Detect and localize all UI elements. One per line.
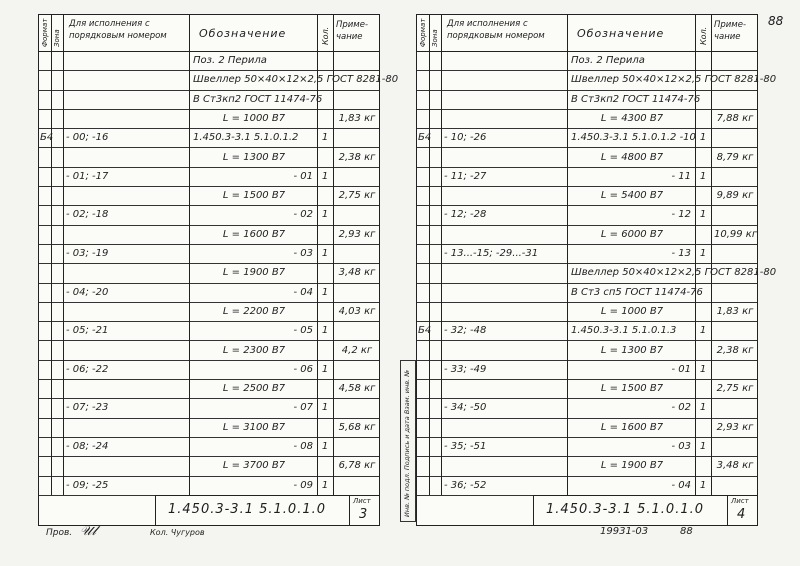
variant-cell: - 07; -23	[66, 402, 109, 414]
table-row	[39, 167, 379, 187]
variant-cell: - 33; -49	[444, 363, 487, 375]
qty-cell: 1	[321, 170, 329, 182]
designation-cell: В Ст3кп2 ГОСТ 11474-76	[571, 93, 701, 105]
qty-cell	[695, 90, 711, 109]
note-cell: 8,79 кг	[716, 151, 754, 163]
table-row	[417, 167, 757, 187]
designation-cell: - 09	[293, 479, 313, 491]
variant-cell: - 08; -24	[66, 441, 109, 452]
note-cell: 2,38 кг	[338, 151, 376, 163]
qty-cell: 1	[699, 325, 707, 337]
designation-cell: L = 1300 В7	[600, 344, 664, 356]
qty-header: Кол.	[321, 26, 330, 45]
sheet-number: 4	[737, 507, 746, 522]
designation-cell: - 03	[293, 248, 313, 259]
qty-cell	[695, 341, 711, 360]
qty-cell	[695, 283, 711, 302]
qty-cell: 1	[321, 248, 329, 259]
qty-cell	[695, 418, 711, 437]
corner-page-number: 88	[768, 14, 784, 28]
qty-cell	[695, 263, 711, 282]
note-cell	[714, 263, 756, 282]
table-row	[417, 109, 757, 129]
note-cell: 4,58 кг	[338, 383, 376, 395]
right-title-block	[533, 495, 758, 526]
note-cell: 4,2 кг	[341, 344, 373, 356]
qty-cell	[317, 148, 333, 167]
qty-cell: 1	[699, 441, 707, 452]
qty-cell	[695, 225, 711, 244]
designation-cell: L = 4300 В7	[600, 112, 664, 124]
designation-cell: L = 3100 В7	[222, 421, 286, 433]
note-cell: 1,83 кг	[716, 305, 754, 317]
variant-cell	[66, 379, 188, 398]
table-row	[417, 186, 757, 206]
table-row	[417, 341, 757, 361]
table-row	[39, 128, 379, 148]
variant-cell: - 10; -26	[444, 132, 487, 144]
designation-cell: L = 1900 В7	[222, 267, 286, 279]
qty-cell	[317, 90, 333, 109]
format-cell: Б4	[40, 132, 54, 144]
note-cell: 3,48 кг	[338, 267, 376, 279]
variant-cell	[444, 283, 566, 302]
variant-cell: - 34; -50	[444, 402, 487, 414]
table-row	[417, 476, 757, 496]
sheet-label: Лист	[353, 497, 371, 505]
note-cell	[336, 167, 378, 186]
designation-cell: В Ст3кп2 ГОСТ 11474-76	[193, 93, 323, 105]
designation-cell: - 13	[671, 248, 691, 259]
qty-cell: 1	[699, 132, 707, 144]
designation-header: Обозначение	[199, 27, 287, 40]
table-row	[39, 321, 379, 341]
doc-code: 1.450.3-3.1 5.1.0.1.0	[168, 502, 327, 517]
qty-cell	[695, 148, 711, 167]
checked-label: Пров.	[46, 528, 73, 538]
note-cell	[714, 205, 756, 224]
format-cell: Б4	[418, 132, 432, 144]
sheet-label: Лист	[731, 497, 749, 505]
variant-cell: - 11; -27	[444, 170, 487, 182]
qty-cell: 1	[699, 209, 707, 221]
qty-cell	[317, 418, 333, 437]
designation-cell: L = 1500 В7	[222, 190, 286, 202]
variant-cell: - 00; -16	[66, 132, 109, 144]
variant-cell	[66, 109, 188, 128]
note-cell	[714, 51, 756, 70]
variant-cell	[444, 456, 566, 475]
variant-header: Для исполнения с порядковым номером	[69, 19, 167, 41]
note-cell	[714, 398, 756, 417]
note-cell: 2,93 кг	[716, 421, 754, 433]
variant-cell	[66, 341, 188, 360]
variant-cell	[444, 51, 566, 70]
designation-cell: - 04	[293, 286, 313, 298]
variant-cell	[444, 109, 566, 128]
variant-cell: - 13...-15; -29...-31	[444, 248, 539, 259]
table-row	[417, 418, 757, 438]
sheet-number-box	[349, 496, 380, 526]
designation-cell: L = 4800 В7	[600, 151, 664, 163]
qty-cell	[695, 379, 711, 398]
table-row	[39, 379, 379, 399]
variant-cell: - 36; -52	[444, 479, 487, 491]
note-cell: 1,83 кг	[338, 112, 376, 124]
qty-cell: 1	[321, 363, 329, 375]
qty-cell	[317, 225, 333, 244]
table-row	[417, 398, 757, 418]
note-cell: 4,03 кг	[338, 305, 376, 317]
left-spec-sheet	[38, 14, 399, 526]
doc-code: 1.450.3-3.1 5.1.0.1.0	[546, 502, 705, 517]
note-cell	[714, 244, 756, 263]
designation-cell: L = 5400 В7	[600, 190, 664, 202]
qty-cell	[695, 70, 711, 89]
note-cell: 6,78 кг	[338, 460, 376, 472]
variant-cell	[66, 186, 188, 205]
variant-cell	[66, 456, 188, 475]
designation-cell: L = 1500 В7	[600, 383, 664, 395]
variant-cell	[444, 148, 566, 167]
left-header	[39, 15, 379, 52]
qty-cell	[695, 186, 711, 205]
variant-cell	[444, 302, 566, 321]
note-cell	[336, 90, 378, 109]
table-row	[417, 90, 757, 110]
note-cell: 2,75 кг	[716, 383, 754, 395]
right-spec-sheet	[416, 14, 777, 526]
designation-cell: L = 1600 В7	[600, 421, 664, 433]
qty-cell: 1	[321, 325, 329, 337]
table-row	[39, 398, 379, 418]
side-margin-text: Инв. № подл. Подпись и дата Взам. инв. №	[403, 370, 411, 517]
table-row	[39, 225, 379, 245]
designation-cell: Швеллер 50×40×12×2,5 ГОСТ 8281-80	[571, 267, 777, 279]
designation-cell: 1.450.3-3.1 5.1.0.1.3	[571, 325, 677, 337]
designation-cell: - 12	[671, 209, 691, 221]
designation-cell: - 04	[671, 479, 691, 491]
variant-cell	[444, 186, 566, 205]
table-row	[39, 109, 379, 129]
variant-cell	[66, 302, 188, 321]
variant-cell	[444, 418, 566, 437]
format-header: Формат	[419, 18, 427, 47]
table-row	[39, 283, 379, 303]
table-row	[39, 51, 379, 71]
designation-cell: Швеллер 50×40×12×2,5 ГОСТ 8281-80	[193, 74, 399, 86]
designation-cell: В Ст3 сп5 ГОСТ 11474-76	[571, 286, 703, 298]
variant-cell: - 12; -28	[444, 209, 487, 221]
designation-cell: - 01	[293, 170, 313, 182]
table-row	[39, 476, 379, 496]
designation-cell: Поз. 2 Перила	[571, 55, 645, 66]
variant-cell	[66, 418, 188, 437]
designation-cell: L = 6000 В7	[600, 228, 664, 240]
qty-cell	[695, 109, 711, 128]
variant-cell	[444, 341, 566, 360]
variant-cell	[66, 148, 188, 167]
format-cell: Б4	[418, 325, 432, 337]
variant-cell: - 06; -22	[66, 363, 109, 375]
right-header	[417, 15, 757, 52]
designation-cell: Поз. 2 Перила	[193, 55, 267, 66]
note-cell	[714, 476, 756, 495]
designation-cell: - 08	[293, 441, 313, 452]
table-row	[417, 148, 757, 168]
note-cell: 10,99 кг	[714, 228, 758, 240]
note-cell	[714, 321, 756, 340]
note-cell	[714, 70, 756, 89]
note-cell	[714, 360, 756, 379]
designation-cell: - 11	[671, 170, 691, 182]
table-row	[417, 437, 757, 457]
table-row	[39, 437, 379, 457]
note-cell	[714, 128, 756, 147]
designation-cell: - 05	[293, 325, 313, 337]
table-row	[417, 225, 757, 245]
variant-cell: - 09; -25	[66, 479, 109, 491]
table-row	[39, 263, 379, 283]
table-row	[417, 302, 757, 322]
table-row	[417, 263, 777, 283]
signature-mark: 𝒰𝓁	[80, 524, 97, 539]
norm-control: Кол. Чугуров	[150, 528, 205, 537]
qty-cell	[317, 51, 333, 70]
table-row	[417, 244, 757, 264]
designation-cell: L = 2300 В7	[222, 344, 286, 356]
designation-cell: L = 1300 В7	[222, 151, 286, 163]
variant-cell	[66, 90, 188, 109]
qty-cell	[695, 51, 711, 70]
qty-cell	[317, 186, 333, 205]
qty-cell: 1	[699, 170, 707, 182]
variant-cell: - 32; -48	[444, 325, 487, 337]
variant-cell	[444, 225, 566, 244]
note-cell	[336, 205, 378, 224]
variant-cell	[66, 51, 188, 70]
note-cell	[336, 437, 378, 456]
sheet-number-box	[727, 496, 758, 526]
table-row	[39, 90, 379, 110]
qty-cell: 1	[321, 209, 329, 221]
side-margin-strip	[400, 360, 416, 522]
variant-cell	[444, 379, 566, 398]
note-cell	[336, 398, 378, 417]
designation-cell: - 06	[293, 363, 313, 375]
qty-cell: 1	[321, 441, 329, 452]
table-row	[417, 51, 757, 71]
table-row	[39, 456, 379, 476]
designation-cell: Швеллер 50×40×12×2,5 ГОСТ 8281-80	[571, 74, 777, 86]
qty-cell	[317, 109, 333, 128]
zone-header: Зона	[431, 29, 439, 47]
variant-cell	[444, 70, 566, 89]
note-cell: 2,93 кг	[338, 228, 376, 240]
zone-header: Зона	[53, 29, 61, 47]
qty-cell: 1	[321, 402, 329, 414]
variant-cell	[444, 90, 566, 109]
variant-cell	[66, 263, 188, 282]
sheet-number: 3	[359, 507, 368, 522]
qty-cell	[317, 263, 333, 282]
qty-cell	[317, 341, 333, 360]
left-title-block	[155, 495, 380, 526]
table-row	[39, 244, 379, 264]
note-cell	[714, 167, 756, 186]
table-row	[39, 186, 379, 206]
table-row	[39, 418, 379, 438]
qty-cell: 1	[321, 479, 329, 491]
table-row	[417, 360, 757, 380]
table-row	[417, 205, 757, 225]
archive-page: 88	[680, 526, 693, 537]
qty-cell	[317, 302, 333, 321]
qty-cell: 1	[321, 286, 329, 298]
qty-cell	[317, 456, 333, 475]
note-cell	[336, 244, 378, 263]
note-header: Приме-чание	[714, 20, 747, 42]
variant-cell	[444, 263, 566, 282]
note-cell: 9,89 кг	[716, 190, 754, 202]
note-cell	[714, 437, 756, 456]
table-row	[39, 148, 379, 168]
table-row	[39, 360, 379, 380]
designation-cell: L = 1000 В7	[222, 112, 286, 124]
note-cell	[336, 360, 378, 379]
note-header: Приме-чание	[336, 20, 369, 42]
designation-cell: 1.450.3-3.1 5.1.0.1.2	[193, 132, 299, 144]
qty-cell	[695, 302, 711, 321]
format-header: Формат	[41, 18, 49, 47]
designation-cell: - 01	[671, 363, 691, 375]
note-cell	[336, 476, 378, 495]
qty-cell	[695, 456, 711, 475]
table-row	[417, 379, 757, 399]
designation-cell: - 02	[293, 209, 313, 221]
table-row	[39, 302, 379, 322]
table-row	[417, 70, 777, 90]
designation-cell: - 03	[671, 441, 691, 452]
table-row	[417, 283, 757, 303]
variant-cell	[66, 70, 188, 89]
variant-cell	[66, 225, 188, 244]
variant-cell: - 35; -51	[444, 441, 487, 452]
note-cell	[714, 90, 756, 109]
variant-cell: - 04; -20	[66, 286, 109, 298]
note-cell: 2,38 кг	[716, 344, 754, 356]
qty-cell: 1	[699, 479, 707, 491]
variant-header: Для исполнения с порядковым номером	[447, 19, 545, 41]
qty-cell: 1	[699, 402, 707, 414]
note-cell	[336, 51, 378, 70]
table-row	[417, 128, 757, 148]
table-row	[39, 70, 399, 90]
designation-cell: L = 1600 В7	[222, 228, 286, 240]
variant-cell: - 05; -21	[66, 325, 109, 337]
qty-header: Кол.	[699, 26, 708, 45]
table-row	[39, 205, 379, 225]
note-cell: 3,48 кг	[716, 460, 754, 472]
designation-cell: - 02	[671, 402, 691, 414]
designation-cell: L = 2200 В7	[222, 305, 286, 317]
designation-cell: L = 1900 В7	[600, 460, 664, 472]
qty-cell	[317, 379, 333, 398]
variant-cell: - 03; -19	[66, 248, 109, 259]
designation-cell: L = 1000 В7	[600, 305, 664, 317]
note-cell: 2,75 кг	[338, 190, 376, 202]
note-cell	[336, 70, 378, 89]
designation-cell: 1.450.3-3.1 5.1.0.1.2 -10	[571, 132, 696, 144]
designation-cell: L = 2500 В7	[222, 383, 286, 395]
qty-cell	[317, 70, 333, 89]
qty-cell: 1	[321, 132, 329, 144]
designation-header: Обозначение	[577, 27, 665, 40]
table-row	[39, 341, 379, 361]
note-cell: 5,68 кг	[338, 421, 376, 433]
table-row	[417, 456, 757, 476]
table-row	[417, 321, 757, 341]
qty-cell: 1	[699, 363, 707, 375]
note-cell	[336, 321, 378, 340]
designation-cell: L = 3700 В7	[222, 460, 286, 472]
variant-cell: - 01; -17	[66, 170, 109, 182]
qty-cell: 1	[699, 248, 707, 259]
note-cell	[336, 283, 378, 302]
note-cell	[714, 283, 756, 302]
designation-cell: - 07	[293, 402, 313, 414]
variant-cell: - 02; -18	[66, 209, 109, 221]
note-cell	[336, 128, 378, 147]
note-cell: 7,88 кг	[716, 112, 754, 124]
archive-number: 19931-03	[600, 526, 649, 537]
